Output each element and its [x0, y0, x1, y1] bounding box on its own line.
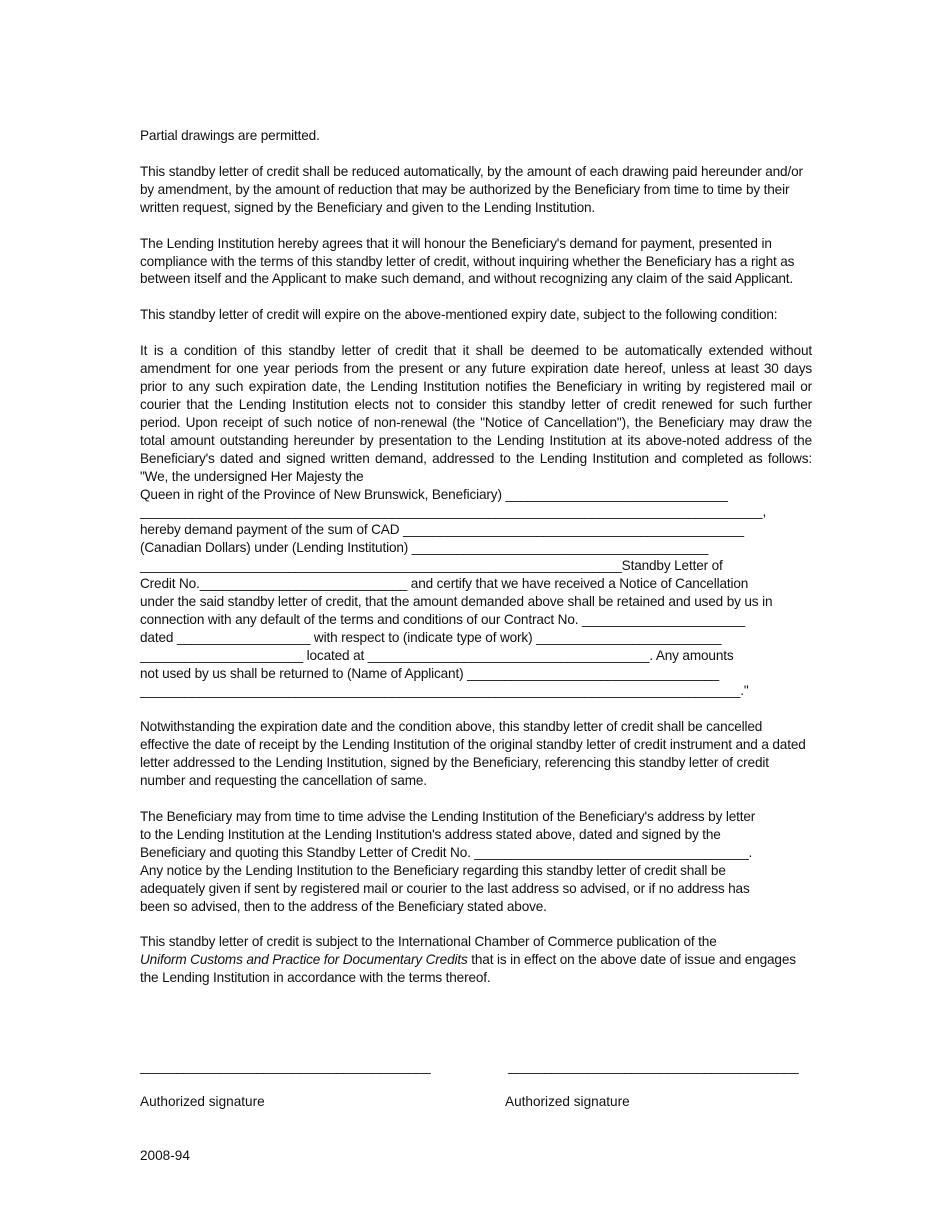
reduction-paragraph: This standby letter of credit shall be reduced automatically, by the amount of each drawing paid hereunder and/or by amendment, by the amount of reduction that may be authorized by the Beneficiary from time to time by their written request, signed by the Beneficiary and given to the Lending Institution. [140, 163, 803, 215]
notwithstanding-paragraph: Notwithstanding the expiration date and the condition above, this standby letter of credit shall be cancelled effective the date of receipt by the Lending Institution of the original standby letter of credit instrument and a dated letter addressed to the Lending Institution, signed by the Beneficiary, referencing this standby letter of credit number and requesting the cancellation of same. [140, 719, 806, 789]
form-line: ______________________ located at ______________________________________. Any amounts [140, 647, 734, 663]
form-code: 2008-94 [140, 1148, 190, 1163]
icc-text-before: This standby letter of credit is subject to the International Chamber of Commerce publication of the [140, 934, 717, 950]
address-paragraph [140, 808, 812, 915]
form-line: _________________________________________________________________Standby Letter of [140, 558, 723, 574]
address-line: The Beneficiary may from time to time advise the Lending Institution of the Beneficiary's address by letter [140, 809, 756, 824]
form-line: (Canadian Dollars) under (Lending Institution) ________________________________________ [140, 540, 709, 556]
signature-line-right: ________________________________________ [508, 1059, 799, 1074]
form-line: Queen in right of the Province of New Brunswick, Beneficiary) ______________________________ [140, 486, 728, 502]
address-line: to the Lending Institution at the Lending Institution's address stated above, dated and signed by the [140, 826, 721, 842]
form-line: hereby demand payment of the sum of CAD ______________________________________________ [140, 522, 744, 538]
icc-paragraph [140, 933, 812, 987]
signature-label-right: Authorized signature [505, 1094, 630, 1109]
expiry-paragraph: This standby letter of credit will expire on the above-mentioned expiry date, subject to the following condition: [140, 307, 778, 323]
signature-label-left: Authorized signature [140, 1094, 265, 1109]
form-line: _________________________________________________________________________________." [140, 683, 749, 699]
signature-line-left: ________________________________________ [140, 1059, 431, 1074]
signature-block [140, 1059, 812, 1119]
condition-text: It is a condition of this standby letter of credit that it shall be deemed to be automatically extended without amendment for one year periods from the present or any future expiration date hereof, unless at least 30 days prior to any such expiration date, the Lending Institution notifies the Beneficiary in writing by registered mail or courier that the Lending Institution elects not to consider this standby letter of credit renewed for such further period. Upon receipt of such notice of non-renewal (the "Notice of Cancellation"), the Beneficiary may draw the total amount outstanding hereunder by presentation to the Lending Institution at its above-noted address of the Beneficiary's dated and signed written demand, addressed to the Lending Institution and completed as follows: "We, the undersigned Her Majesty the [140, 343, 812, 484]
icc-text-after: that is in effect on the above date of issue and engages the Lending Institution in accordance with the terms thereof. [140, 952, 796, 986]
form-line: connection with any default of the terms and conditions of our Contract No. ______________________ [140, 611, 746, 627]
condition-paragraph [140, 342, 812, 700]
icc-publication-title: Uniform Customs and Practice for Documentary Credits [140, 952, 468, 968]
address-line: Beneficiary and quoting this Standby Letter of Credit No. _____________________________________. [140, 844, 753, 860]
address-line: Any notice by the Lending Institution to the Beneficiary regarding this standby letter of credit shall be [140, 862, 726, 878]
form-line: ____________________________________________________________________________________, [140, 504, 767, 520]
honour-paragraph: The Lending Institution hereby agrees that it will honour the Beneficiary's demand for payment, presented in compliance with the terms of this standby letter of credit, without inquiring whether the Beneficiary has a right as between itself and the Applicant to make such demand, and without recognizing any claim of the said Applicant. [140, 235, 795, 287]
address-line: adequately given if sent by registered mail or courier to the last address so advised, or if no address has [140, 880, 750, 896]
form-line: under the said standby letter of credit, that the amount demanded above shall be retained and used by us in [140, 593, 773, 609]
document-body [140, 127, 812, 1005]
partial-drawings-paragraph: Partial drawings are permitted. [140, 128, 320, 143]
form-line: not used by us shall be returned to (Name of Applicant) __________________________________ [140, 665, 720, 681]
form-line: dated __________________ with respect to (indicate type of work) _________________________ [140, 629, 722, 645]
address-line: been so advised, then to the address of the Beneficiary stated above. [140, 898, 547, 914]
form-line: Credit No.____________________________ and certify that we have received a Notice of Cancellation [140, 576, 749, 592]
